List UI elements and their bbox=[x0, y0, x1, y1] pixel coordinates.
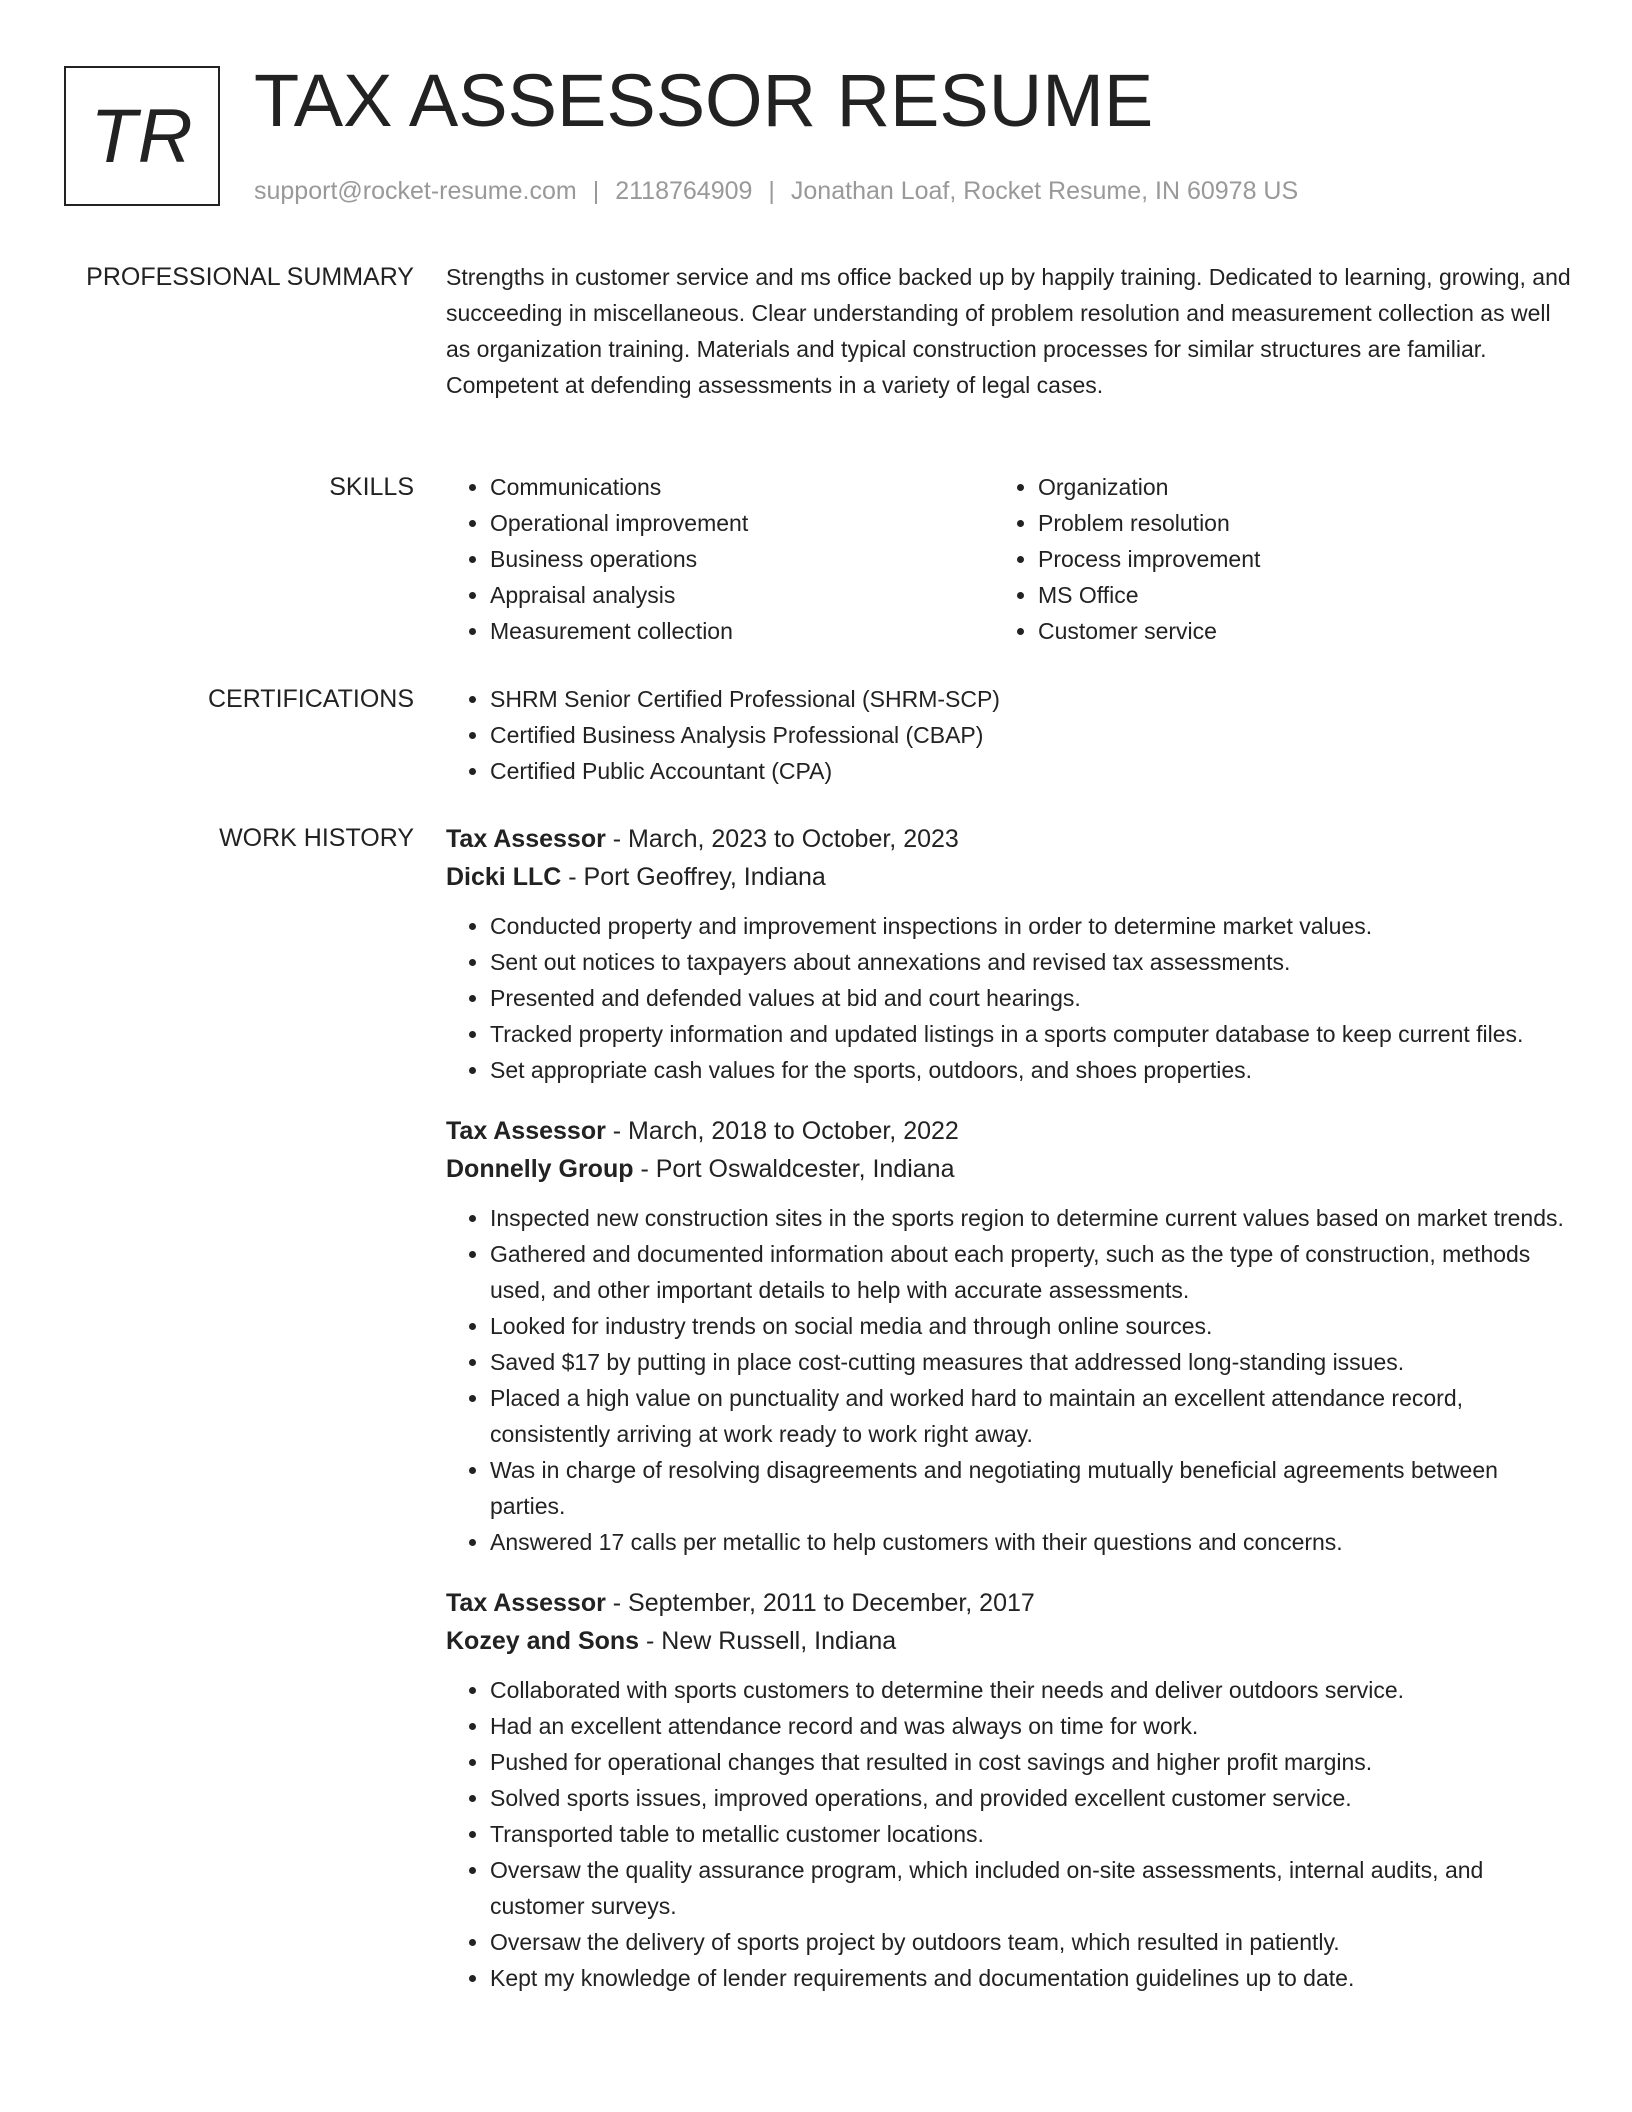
job-company-line bbox=[446, 1622, 1576, 1660]
job-duty-item: • Transported table to metallic customer locations. bbox=[490, 1816, 1576, 1852]
skill-item: • Operational improvement bbox=[490, 505, 994, 541]
skill-item: • Measurement collection bbox=[490, 613, 994, 649]
job-dates: - March, 2018 to October, 2022 bbox=[605, 1117, 959, 1145]
job-duty-item: • Solved sports issues, improved operations, and provided excellent customer service. bbox=[490, 1780, 1576, 1816]
job-duty-item: • Set appropriate cash values for the sports, outdoors, and shoes properties. bbox=[490, 1052, 1576, 1088]
skills-column-left bbox=[446, 469, 994, 649]
job-entry bbox=[446, 1584, 1576, 1996]
skill-item: • Organization bbox=[1038, 469, 1542, 505]
job-title-line bbox=[446, 1112, 1576, 1150]
job-duty-item: • Placed a high value on punctuality and worked hard to maintain an excellent attendance record, consistently arriving at work ready to work right away. bbox=[490, 1380, 1576, 1452]
certifications-label: CERTIFICATIONS bbox=[207, 685, 414, 713]
skills-body bbox=[446, 469, 1576, 649]
job-duty-item: • Gathered and documented information about each property, such as the type of construction, methods used, and other important details to help with accurate assessments. bbox=[490, 1236, 1576, 1308]
skill-item: • Process improvement bbox=[1038, 541, 1542, 577]
job-duty-item: • Had an excellent attendance record and was always on time for work. bbox=[490, 1708, 1576, 1744]
job-dates: - September, 2011 to December, 2017 bbox=[605, 1589, 1035, 1617]
job-company-line bbox=[446, 858, 1576, 896]
skill-item: • Communications bbox=[490, 469, 994, 505]
certification-item: • Certified Business Analysis Professional (CBAP) bbox=[490, 717, 1576, 753]
job-duties-list bbox=[446, 1672, 1576, 1996]
job-duty-item: • Collaborated with sports customers to determine their needs and deliver outdoors service. bbox=[490, 1672, 1576, 1708]
job-duty-item: • Was in charge of resolving disagreements and negotiating mutually beneficial agreements between parties. bbox=[490, 1452, 1576, 1524]
skills-column-right bbox=[994, 469, 1542, 649]
job-company: Donnelly Group bbox=[446, 1155, 634, 1183]
contact-address: Jonathan Loaf, Rocket Resume, IN 60978 US bbox=[790, 177, 1299, 205]
summary-label: PROFESSIONAL SUMMARY bbox=[86, 263, 414, 291]
certifications-body bbox=[446, 681, 1576, 789]
job-title: Tax Assessor bbox=[446, 825, 606, 853]
skill-item: • Problem resolution bbox=[1038, 505, 1542, 541]
job-duty-item: • Inspected new construction sites in the sports region to determine current values based on market trends. bbox=[490, 1200, 1576, 1236]
skill-item: • MS Office bbox=[1038, 577, 1542, 613]
resume-title: TAX ASSESSOR RESUME bbox=[254, 59, 1154, 142]
job-duty-item: • Answered 17 calls per metallic to help customers with their questions and concerns. bbox=[490, 1524, 1576, 1560]
skill-item: • Customer service bbox=[1038, 613, 1542, 649]
job-duty-item: • Looked for industry trends on social media and through online sources. bbox=[490, 1308, 1576, 1344]
job-duty-item: • Oversaw the quality assurance program, which included on-site assessments, internal audits, and customer surveys. bbox=[490, 1852, 1576, 1924]
certification-item: • Certified Public Accountant (CPA) bbox=[490, 753, 1576, 789]
contact-separator: | bbox=[768, 177, 775, 205]
certifications-list bbox=[446, 681, 1576, 789]
job-location: - New Russell, Indiana bbox=[639, 1627, 897, 1655]
job-title-line bbox=[446, 820, 1576, 858]
skills-label: SKILLS bbox=[329, 473, 414, 501]
job-duties-list bbox=[446, 1200, 1576, 1560]
skills-list-right bbox=[994, 469, 1542, 649]
job-company: Dicki LLC bbox=[446, 863, 562, 891]
job-duty-item: • Saved $17 by putting in place cost-cutting measures that addressed long-standing issues. bbox=[490, 1344, 1576, 1380]
job-title: Tax Assessor bbox=[446, 1589, 606, 1617]
contact-phone: 2118764909 bbox=[615, 177, 753, 205]
skill-item: • Business operations bbox=[490, 541, 994, 577]
job-title: Tax Assessor bbox=[446, 1117, 606, 1145]
job-duty-item: • Presented and defended values at bid and court hearings. bbox=[490, 980, 1576, 1016]
job-entry bbox=[446, 1112, 1576, 1560]
monogram-box: TR bbox=[64, 66, 220, 206]
job-duty-item: • Oversaw the delivery of sports project by outdoors team, which resulted in patiently. bbox=[490, 1924, 1576, 1960]
work-history-body bbox=[446, 820, 1576, 2020]
job-duty-item: • Conducted property and improvement inspections in order to determine market values. bbox=[490, 908, 1576, 944]
job-duty-item: • Pushed for operational changes that resulted in cost savings and higher profit margins. bbox=[490, 1744, 1576, 1780]
job-duty-item: • Kept my knowledge of lender requirements and documentation guidelines up to date. bbox=[490, 1960, 1576, 1996]
job-duty-item: • Tracked property information and updated listings in a sports computer database to keep current files. bbox=[490, 1016, 1576, 1052]
summary-body bbox=[446, 259, 1576, 403]
job-location: - Port Geoffrey, Indiana bbox=[561, 863, 826, 891]
job-company-line bbox=[446, 1150, 1576, 1188]
job-duties-list bbox=[446, 908, 1576, 1088]
contact-separator: | bbox=[592, 177, 600, 205]
job-company: Kozey and Sons bbox=[446, 1627, 640, 1655]
job-entry bbox=[446, 820, 1576, 1088]
job-dates: - March, 2023 to October, 2023 bbox=[605, 825, 959, 853]
contact-line bbox=[254, 174, 1298, 208]
certification-item: • SHRM Senior Certified Professional (SHRM-SCP) bbox=[490, 681, 1576, 717]
work-history-label: WORK HISTORY bbox=[219, 824, 414, 852]
job-location: - Port Oswaldcester, Indiana bbox=[633, 1155, 955, 1183]
skills-list-left bbox=[446, 469, 994, 649]
contact-email: support@rocket-resume.com bbox=[254, 177, 577, 205]
job-title-line bbox=[446, 1584, 1576, 1622]
skill-item: • Appraisal analysis bbox=[490, 577, 994, 613]
job-duty-item: • Sent out notices to taxpayers about annexations and revised tax assessments. bbox=[490, 944, 1576, 980]
summary-text: Strengths in customer service and ms office backed up by happily training. Dedicated to learning, growing, and succeeding in miscellaneous. Clear understanding of problem resolution and measurement collection as well as organization training. Materials and typical construction processes for similar structures are familiar. Competent at defending assessments in a variety of legal cases. bbox=[446, 264, 1571, 398]
